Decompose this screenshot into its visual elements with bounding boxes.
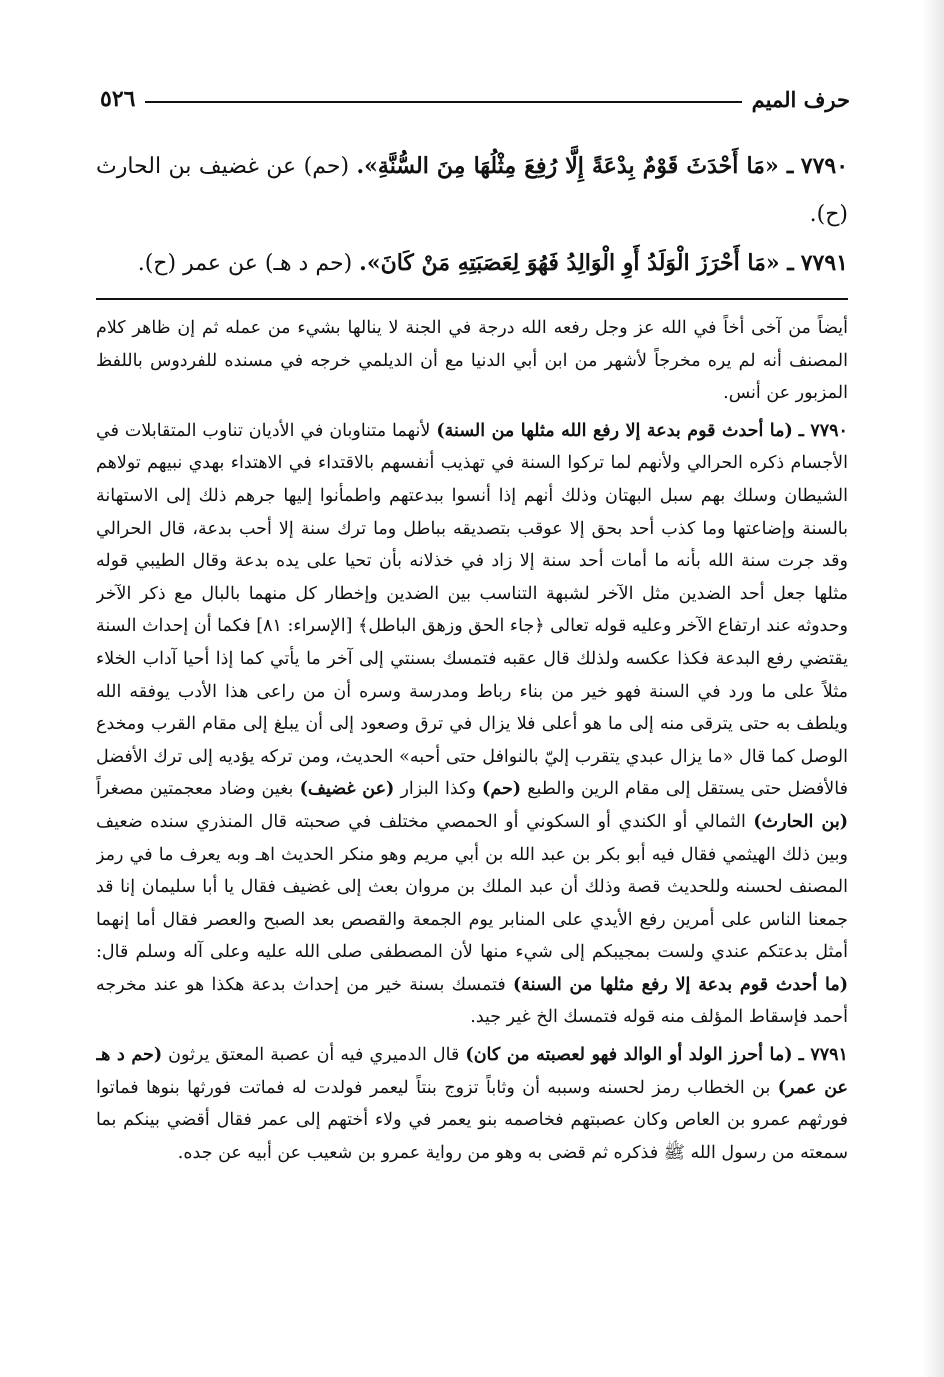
commentary-7791: ٧٧٩١ ـ (ما أحرز الولد أو الوالد فهو لعصبته من كان) قال الدميري فيه أن عصبة المعتق يرثون (حم د هـ عن عمر) بن الخطاب رمز لحسنه وسببه أن وثاباً تزوج بنتاً ليعمر فولدت له فماتت فورثها بنوها فماتوا فورثهم عمرو بن العاص وكان عصبتهم فخاصمه بنو يعمر في ولاء أختهم إلى عمر فقال أقضي بينكم بما سمعته من رسول الله ﷺ فذكره ثم قضى به وهو من رواية عمرو بن شعيب عن أبيه عن جده. — [96, 1045, 848, 1163]
commentary-number: ٧٧٩٠ ـ — [798, 420, 848, 441]
hadith-number: ٧٧٩٠ — [800, 153, 849, 179]
hadith-matn: «مَا أَحْدَثَ قَوْمٌ بِدْعَةً إِلَّا رُفِعَ مِثْلُهَا مِنَ السُّنَّةِ». — [356, 153, 779, 179]
commentary-block — [96, 312, 848, 1347]
commentary-lead: (ما أحدث قوم بدعة إلا رفع الله مثلها من السنة) — [436, 420, 793, 441]
commentary-lead: (ما أحرز الولد أو الوالد فهو لعصبته من كان) — [465, 1045, 793, 1066]
commentary-number: ٧٧٩١ ـ — [798, 1045, 848, 1066]
header-rule — [145, 101, 741, 103]
page-number: ٥٢٦ — [100, 86, 136, 112]
hadith-source: (حم د هـ) عن عمر (ح). — [137, 251, 353, 276]
commentary-7790: ٧٧٩٠ ـ (ما أحدث قوم بدعة إلا رفع الله مثلها من السنة) لأنهما متناوبان في الأديان تناوب المتقابلات في الأجسام ذكره الحرالي ولأنهم لما تركوا السنة في تهذيب أنفسهم بالاقتداء في الاهتداء بهدي نبيهم تولاهم الشيطان وسلك بهم سبل البهتان وذلك أنهم إذا أنسوا ببدعتهم واطمأنوا إليها جرهم ذلك إلى الاستهانة بالسنة وإضاعتها وما كذب أحد بحق إلا عوقب بتصديقه بباطل وما ترك سنة إلا أحب بدعة، قال الحرالي وقد جرت سنة الله بأنه ما أمات أحد سنة إلا زاد في خذلانه بأن تحيا على يده بدعة وقال الطيبي قوله مثلها جعل أحد الضدين مثل الآخر لشبهة التناسب بين الضدين وإخطار كل منهما بالبال مع ذكر الآخر وحدوثه عند ارتفاع الآخر وعليه قوله تعالى ﴿جاء الحق وزهق الباطل﴾ [الإسراء: ٨١] فكما أن إحداث السنة يقتضي رفع البدعة فكذا عكسه ولذلك قال عقبه فتمسك بسنتي إلى آخر ما يأتي كما إذا أحيا آداب الخلاء مثلاً على ما ورد في السنة فهو خير من بناء رباط ومدرسة وسره أن من راعى هذا الأدب يوفقه الله ويلطف به حتى يترقى منه إلى ما هو أعلى فلا يزال في ترق وصعود إلى أن يبلغ إلى مقام القرب ومخدع الوصل كما قال «ما يزال عبدي يتقرب إليّ بالنوافل حتى أحبه» الحديث، ومن تركه يؤديه إلى ترك الأفضل فالأفضل حتى يستقل إلى مقام الرين والطبع (حم) وكذا البزار (عن غضيف) بغين وضاد معجمتين مصغراً (بن الحارث) الثمالي أو الكندي أو السكوني أو الحمصي مختلف في صحبته قال المنذري سنده ضعيف وبين ذلك الهيثمي فقال فيه أبو بكر بن عبد الله بن أبي مريم وهو منكر الحديث اهـ وبه يعرف ما في رمز المصنف لحسنه وللحديث قصة وذلك أن عبد الملك بن مروان بعث إلى غضيف فقال يا أبا سليمان إنا قد جمعنا الناس على أمرين رفع الأيدي على المنابر يوم الجمعة والقصص بعد الصبح والعصر فقال أما إنهما أمثل بدعتكم عندي ولست بمجيبكم إلى شيء منها لأن المصطفى صلى الله عليه وعلى آله وسلم قال: (ما أحدث قوم بدعة إلا رفع مثلها من السنة) فتمسك بسنة خير من إحداث بدعة هكذا هو عند مخرجه أحمد فإسقاط المؤلف منه قوله فتمسك الخ غير جيد. — [96, 420, 848, 1028]
chapter-title: حرف الميم — [751, 87, 850, 112]
page-edge-shadow — [922, 0, 944, 1377]
hadith-7791: ٧٧٩١ ـ «مَا أَحْرَزَ الْوَلَدُ أَوِ الْوَالِدُ فَهُوَ لِعَصَبَتِهِ مَنْ كَانَ». (حم د هـ) عن عمر (ح). — [137, 250, 848, 276]
hadith-number: ٧٧٩١ — [800, 250, 848, 276]
commentary-paragraph: أيضاً من آخى أخاً في الله عز وجل رفعه الله درجة في الجنة لا ينالها بشيء من عمله ثم إن ظاهر كلام المصنف أنه لم يره مخرجاً لأشهر من ابن أبي الدنيا مع أن الديلمي خرجه في مسنده للفردوس باللفظ المزبور عن أنس. — [96, 318, 848, 404]
footnote-divider — [96, 298, 848, 300]
hadith-source: (حم) عن غضيف بن الحارث (ح). — [96, 154, 848, 227]
hadith-text-block — [96, 142, 848, 288]
page-header — [100, 72, 850, 112]
hadith-7790: ٧٧٩٠ ـ «مَا أَحْدَثَ قَوْمٌ بِدْعَةً إِلَّا رُفِعَ مِثْلُهَا مِنَ السُّنَّةِ». (حم) عن غضيف بن الحارث (ح). — [96, 153, 849, 227]
hadith-matn: «مَا أَحْرَزَ الْوَلَدُ أَوِ الْوَالِدُ فَهُوَ لِعَصَبَتِهِ مَنْ كَانَ». — [359, 250, 780, 276]
